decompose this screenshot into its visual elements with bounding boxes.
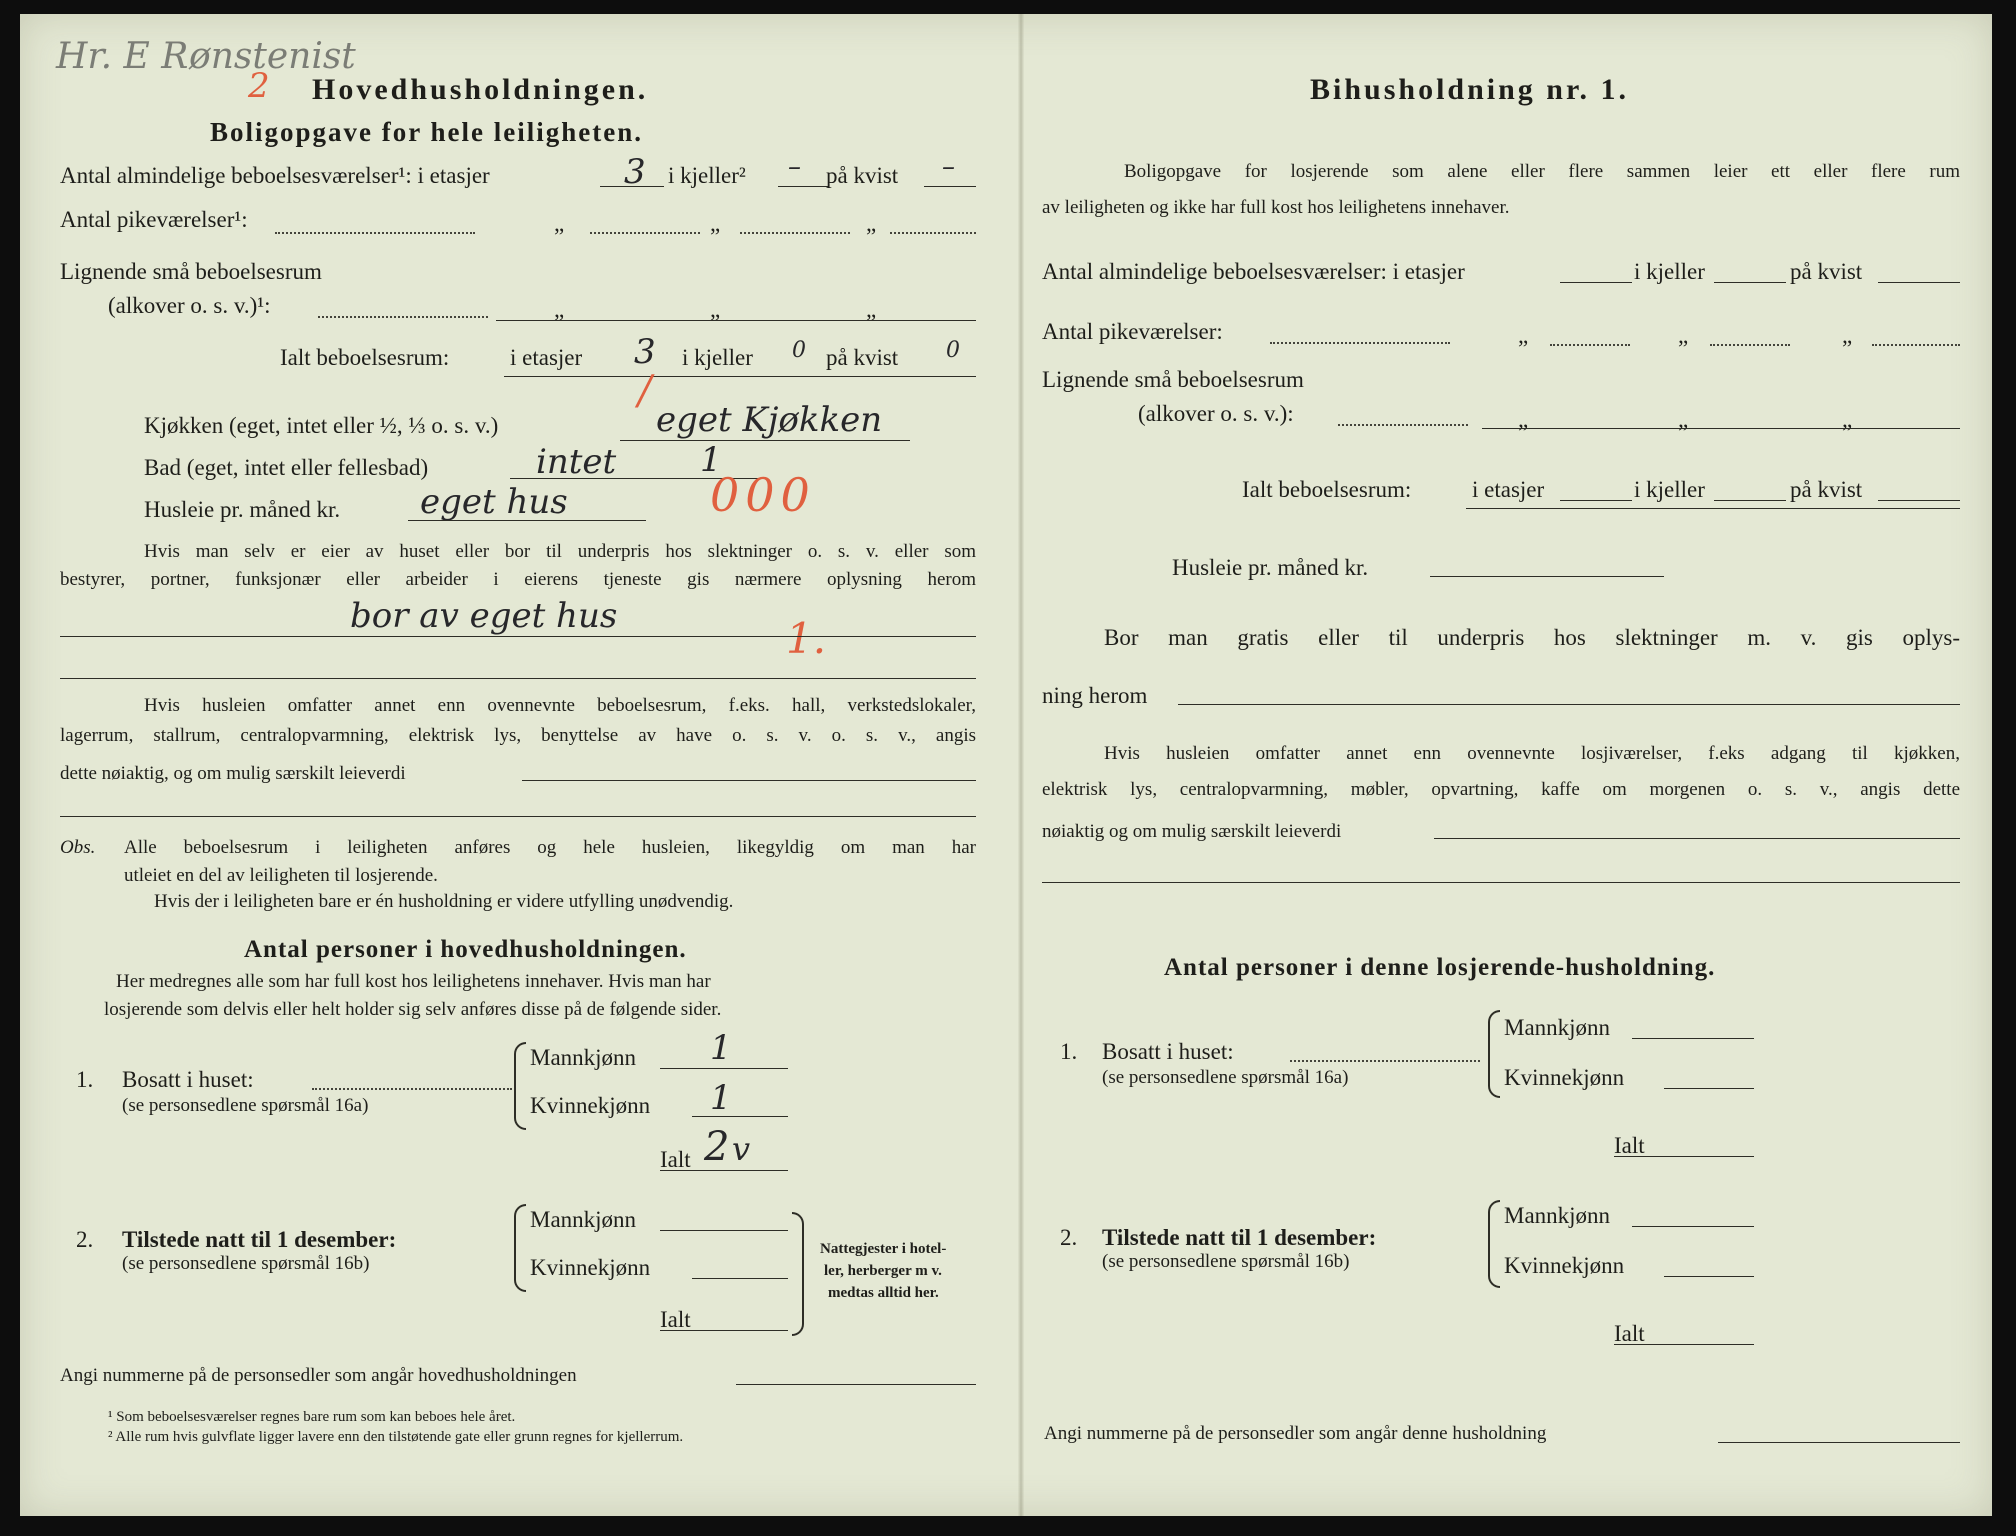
rent-label: Husleie pr. måned kr. xyxy=(144,497,341,522)
q1-total-mark: v xyxy=(732,1130,751,1168)
total-kvist-value: 0 xyxy=(946,338,960,363)
bath-mark: 1 xyxy=(700,440,722,480)
persons-line2: losjerende som delvis eller helt holder sig selv anføres disse på de følgende sider. xyxy=(104,999,722,1020)
ditto-mark: „ xyxy=(866,211,877,236)
info-rent-line1: Hvis husleien omfatter annet enn ovennevnte beboelsesrum, f.eks. hall, verkstedslokaler, xyxy=(144,695,976,716)
right-row-rooms-label: Antal almindelige beboelsesværelser: i etasjer xyxy=(1042,259,1465,284)
q1-male-value: 1 xyxy=(710,1028,732,1068)
ditto-mark: „ xyxy=(1518,407,1529,432)
ditto-mark: „ xyxy=(710,211,721,236)
ditto-mark: „ xyxy=(1842,407,1853,432)
right-row-maid-rooms-label: Antal pikeværelser: xyxy=(1042,319,1223,344)
row-rooms-kjeller-label: i kjeller² xyxy=(668,163,746,188)
right-info-line1: Hvis husleien omfatter annet enn ovennevnte losjiværelser, f.eks adgang til kjøkken, xyxy=(1104,743,1960,764)
right-q1-label: Bosatt i huset: xyxy=(1102,1039,1234,1064)
info-rent-line3: dette nøiaktig, og om mulig særskilt leieverdi xyxy=(60,763,406,784)
page-title: Hovedhusholdningen. xyxy=(312,73,649,106)
bath-label: Bad (eget, intet eller fellesbad) xyxy=(144,455,429,480)
obs-prefix: Obs. xyxy=(60,837,96,858)
right-q1-sublabel: (se personsedlene spørsmål 16a) xyxy=(1102,1067,1349,1088)
q2-sublabel: (se personsedlene spørsmål 16b) xyxy=(122,1253,370,1274)
right-persons-title: Antal personer i denne losjerende-husholdning. xyxy=(1164,954,1716,981)
q2-note-line3: medtas alltid her. xyxy=(828,1285,939,1301)
q1-total-label: Ialt xyxy=(660,1147,691,1172)
right-row-rooms-kvist-label: på kvist xyxy=(1790,259,1863,284)
right-q1-male-label: Mannkjønn xyxy=(1504,1015,1611,1040)
right-total-etasjer-label: i etasjer xyxy=(1472,477,1545,502)
right-row-small-rooms-sublabel: (alkover o. s. v.): xyxy=(1138,401,1294,426)
obs-line1: Alle beboelsesrum i leiligheten anføres og hele husleien, likegyldig om man har xyxy=(124,837,976,858)
total-etasjer-label: i etasjer xyxy=(510,345,583,370)
right-q1-total-label: Ialt xyxy=(1614,1133,1645,1158)
right-q2-number: 2. xyxy=(1060,1225,1078,1250)
persons-title: Antal personer i hovedhusholdningen. xyxy=(244,936,687,963)
q2-number: 2. xyxy=(76,1227,94,1252)
total-kjeller-value: 0 xyxy=(792,338,806,363)
ditto-mark: „ xyxy=(1842,323,1853,348)
right-page-title: Bihusholdning nr. 1. xyxy=(1310,73,1630,106)
q1-sublabel: (se personsedlene spørsmål 16a) xyxy=(122,1095,369,1116)
right-info-line2: elektrisk lys, centralopvarmning, møbler, opvartning, kaffe om morgenen o. s. v., angis dette xyxy=(1042,779,1960,800)
kitchen-value: eget Kjøkken xyxy=(656,400,883,440)
rooms-etasjer-value: 3 xyxy=(624,152,646,192)
handwritten-number: 2 xyxy=(248,66,270,106)
ditto-mark: „ xyxy=(1678,323,1689,348)
q2-note-line2: ler, herberger m v. xyxy=(824,1263,942,1279)
right-row-rooms-kjeller-label: i kjeller xyxy=(1634,259,1705,284)
rooms-kjeller-value: – xyxy=(788,152,801,182)
row-small-rooms-sublabel: (alkover o. s. v.)¹: xyxy=(108,293,271,318)
q1-total-value: 2 xyxy=(704,1124,730,1170)
q2-note-line1: Nattegjester i hotel- xyxy=(820,1241,947,1257)
rent-value: eget hus xyxy=(420,482,568,522)
row-small-rooms-label: Lignende små beboelsesrum xyxy=(60,259,322,284)
ditto-mark: „ xyxy=(1518,323,1529,348)
q1-female-value: 1 xyxy=(710,1078,732,1118)
right-intro-line1: Boligopgave for losjerende som alene eller flere sammen leier ett eller flere rum xyxy=(1124,161,1960,182)
right-q2-female-label: Kvinnekjønn xyxy=(1504,1253,1625,1278)
right-gratis-line1: Bor man gratis eller til underpris hos slektninger m. v. gis oplys- xyxy=(1104,625,1960,650)
info-owner-mark: 1. xyxy=(786,614,827,663)
right-total-kjeller-label: i kjeller xyxy=(1634,477,1705,502)
ditto-mark: „ xyxy=(554,297,565,322)
right-q2-male-label: Mannkjønn xyxy=(1504,1203,1611,1228)
right-total-kvist-label: på kvist xyxy=(1790,477,1863,502)
q1-label: Bosatt i huset: xyxy=(122,1067,254,1092)
q2-female-label: Kvinnekjønn xyxy=(530,1255,651,1280)
angi-numbers-label: Angi nummerne på de personsedler som angår hovedhusholdningen xyxy=(60,1365,577,1386)
persons-line1: Her medregnes alle som har full kost hos leilighetens innehaver. Hvis man har xyxy=(116,971,711,992)
right-rent-label: Husleie pr. måned kr. xyxy=(1172,555,1369,580)
right-q2-total-label: Ialt xyxy=(1614,1321,1645,1346)
obs-line2: utleiet en del av leiligheten til losjerende. xyxy=(124,865,438,886)
right-gratis-line2: ning herom xyxy=(1042,683,1148,708)
page-fold xyxy=(1018,14,1024,1516)
ditto-mark: „ xyxy=(866,297,877,322)
kitchen-label: Kjøkken (eget, intet eller ½, ⅓ o. s. v.) xyxy=(144,413,499,438)
ditto-mark: „ xyxy=(554,211,565,236)
footnote-1: ¹ Som beboelsesværelser regnes bare rum som kan beboes hele året. xyxy=(108,1409,516,1425)
total-rooms-label: Ialt beboelsesrum: xyxy=(280,345,450,370)
q1-female-label: Kvinnekjønn xyxy=(530,1093,651,1118)
obs-line3: Hvis der i leiligheten bare er én husholdning er videre utfylling unødvendig. xyxy=(154,891,734,912)
total-kvist-label: på kvist xyxy=(826,345,899,370)
info-owner-answer: bor av eget hus xyxy=(350,596,618,636)
right-q2-sublabel: (se personsedlene spørsmål 16b) xyxy=(1102,1251,1350,1272)
right-q1-female-label: Kvinnekjønn xyxy=(1504,1065,1625,1090)
total-etasjer-value: 3 xyxy=(634,332,656,372)
right-intro-line2: av leiligheten og ikke har full kost hos leilighetens innehaver. xyxy=(1042,197,1510,218)
q1-male-label: Mannkjønn xyxy=(530,1045,637,1070)
row-maid-rooms-label: Antal pikeværelser¹: xyxy=(60,207,248,232)
rent-mark: 000 xyxy=(710,468,816,522)
kitchen-mark: / xyxy=(638,368,652,414)
right-angi-numbers-label: Angi nummerne på de personsedler som angår denne husholdning xyxy=(1044,1423,1547,1444)
bath-value: intet xyxy=(536,442,617,482)
q2-male-label: Mannkjønn xyxy=(530,1207,637,1232)
right-q1-number: 1. xyxy=(1060,1039,1078,1064)
row-rooms-kvist-label: på kvist xyxy=(826,163,899,188)
ditto-mark: „ xyxy=(1678,407,1689,432)
census-form-sheet xyxy=(20,14,1992,1516)
info-owner-line1: Hvis man selv er eier av huset eller bor til underpris hos slektninger o. s. v. eller som xyxy=(144,541,976,562)
handwritten-corner-name: Hr. E Rønstenist xyxy=(56,36,356,77)
total-kjeller-label: i kjeller xyxy=(682,345,753,370)
row-rooms-label: Antal almindelige beboelsesværelser¹: i etasjer xyxy=(60,163,490,188)
q2-label: Tilstede natt til 1 desember: xyxy=(122,1227,397,1252)
right-row-small-rooms-label: Lignende små beboelsesrum xyxy=(1042,367,1304,392)
rooms-kvist-value: – xyxy=(942,152,955,182)
ditto-mark: „ xyxy=(710,297,721,322)
info-rent-line2: lagerrum, stallrum, centralopvarmning, elektrisk lys, benyttelse av have o. s. v. o. s. v., angis xyxy=(60,725,976,746)
info-owner-line2: bestyrer, portner, funksjonær eller arbeider i eierens tjeneste gis nærmere oplysning herom xyxy=(60,569,976,590)
footnote-2: ² Alle rum hvis gulvflate ligger lavere enn den tilstøtende gate eller grunn regnes for kjellerrum. xyxy=(108,1429,684,1445)
right-total-rooms-label: Ialt beboelsesrum: xyxy=(1242,477,1412,502)
right-info-line3: nøiaktig og om mulig særskilt leieverdi xyxy=(1042,821,1342,842)
right-q2-label: Tilstede natt til 1 desember: xyxy=(1102,1225,1377,1250)
page-subtitle: Boligopgave for hele leiligheten. xyxy=(210,117,643,147)
q2-total-label: Ialt xyxy=(660,1307,691,1332)
q1-number: 1. xyxy=(76,1067,94,1092)
